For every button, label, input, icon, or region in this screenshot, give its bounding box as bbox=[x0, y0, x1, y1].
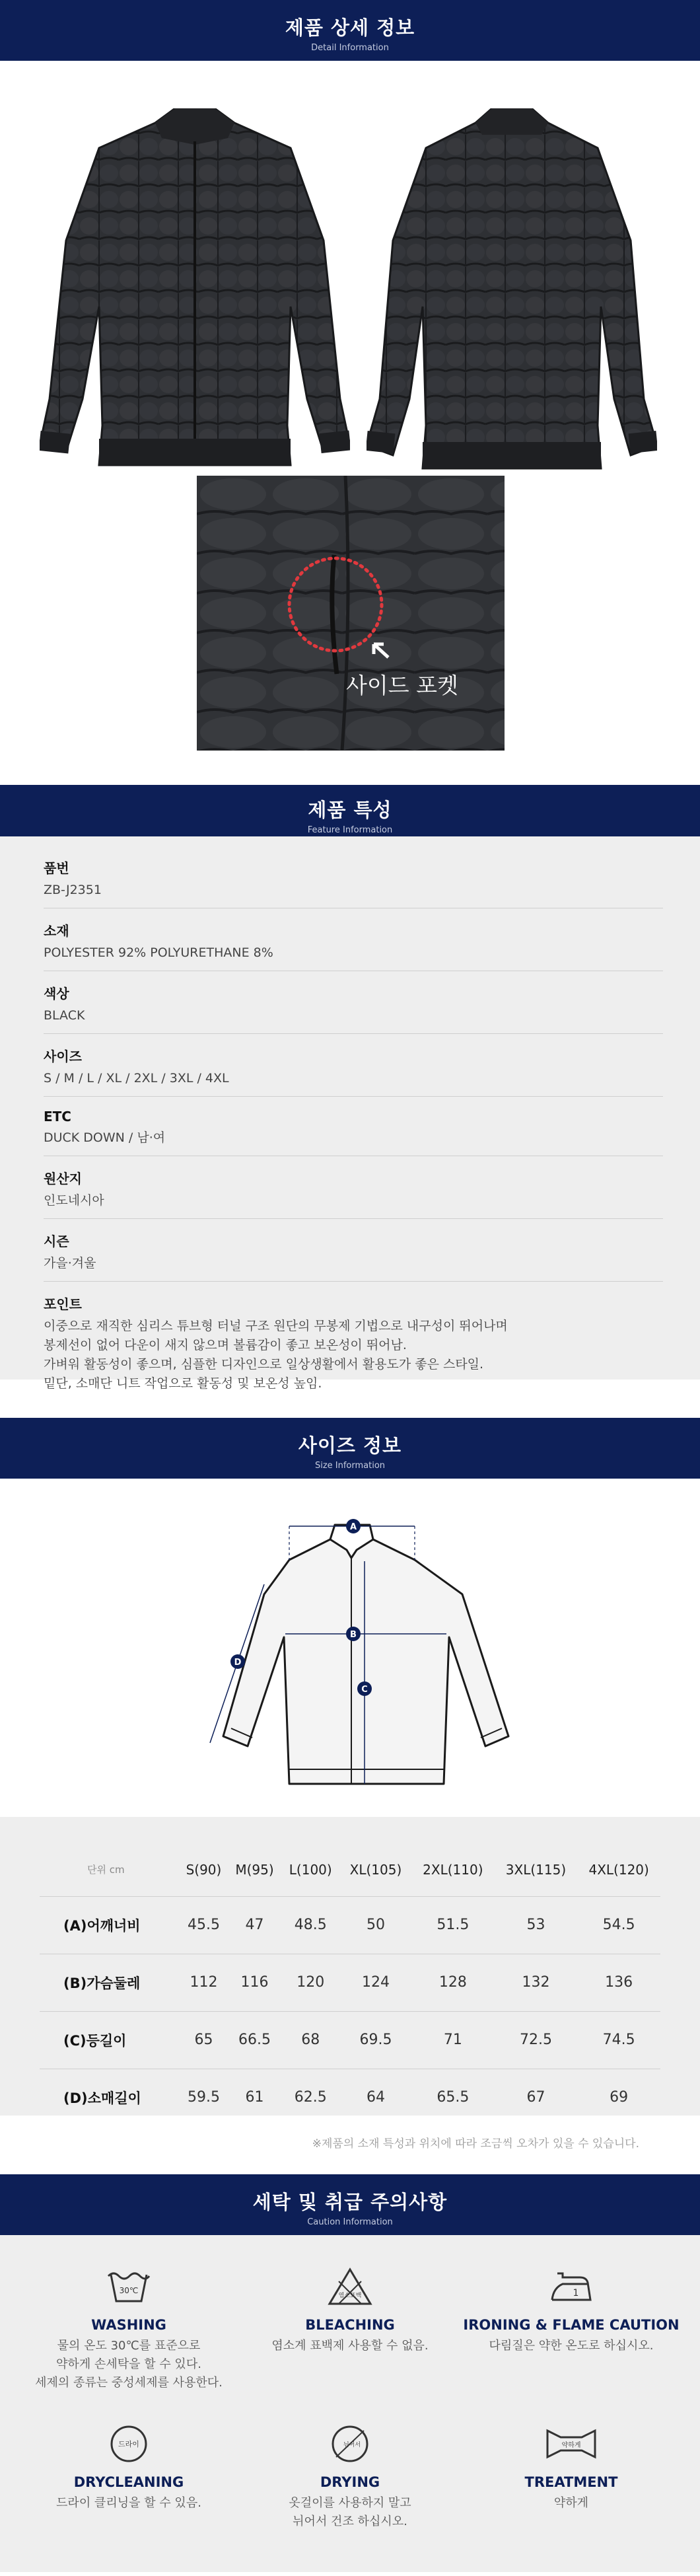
size-cell: 120 bbox=[281, 1954, 340, 2011]
size-cell: 53 bbox=[495, 1896, 578, 1954]
care-item-ironing bbox=[462, 2267, 680, 2355]
feature-value: 인도네시아 bbox=[44, 1193, 104, 1208]
size-col-header: XL(105) bbox=[349, 1861, 402, 1878]
care-item-title: DRYCLEANING bbox=[73, 2474, 184, 2490]
detail-header bbox=[0, 0, 700, 61]
svg-text:염소표백: 염소표백 bbox=[338, 2293, 362, 2299]
size-cell: 69.5 bbox=[340, 2011, 411, 2069]
feature-point-line: 봉제선이 없어 다운이 새지 않으며 볼륨감이 좋고 보온성이 뛰어남. bbox=[44, 1338, 407, 1352]
size-cell: 132 bbox=[495, 1954, 578, 2011]
feature-point-line: 가벼워 활동성이 좋으며, 심플한 디자인으로 일상생활에서 활용도가 좋은 스타일. bbox=[44, 1357, 484, 1372]
care-item-desc: 약하게 bbox=[553, 2496, 589, 2510]
size-cell: 45.5 bbox=[180, 1896, 228, 1954]
size-col-header: 3XL(115) bbox=[505, 1861, 567, 1878]
size-cell: 124 bbox=[340, 1954, 411, 2011]
svg-text:드라이: 드라이 bbox=[118, 2440, 139, 2448]
care-title: 세탁 및 취급 주의사항 bbox=[252, 2191, 448, 2213]
care-item-title: DRYING bbox=[320, 2474, 380, 2490]
feature-label: 시즌 bbox=[44, 1233, 69, 1249]
feature-value: ZB-J2351 bbox=[44, 883, 102, 897]
svg-text:30℃: 30℃ bbox=[119, 2286, 139, 2295]
size-cell: 50 bbox=[340, 1896, 411, 1954]
care-item-title: TREATMENT bbox=[524, 2474, 618, 2490]
size-cell: 48.5 bbox=[281, 1896, 340, 1954]
size-cell: 64 bbox=[340, 2069, 411, 2126]
care-item-bleaching bbox=[241, 2267, 459, 2355]
size-col-header: 4XL(120) bbox=[588, 1861, 649, 1878]
table-row bbox=[40, 1896, 660, 1954]
size-cell: 61 bbox=[228, 2069, 281, 2126]
care-item-treatment bbox=[462, 2424, 680, 2513]
size-subtitle: Size Information bbox=[314, 1461, 386, 1471]
feature-value: S / M / L / XL / 2XL / 3XL / 4XL bbox=[44, 1071, 229, 1086]
product-photos bbox=[0, 61, 700, 785]
marker-c-label: C bbox=[361, 1685, 368, 1695]
feature-label: ETC bbox=[44, 1109, 71, 1124]
feature-row-item-no bbox=[44, 851, 663, 908]
size-table-section bbox=[0, 1817, 700, 2116]
feature-list bbox=[0, 836, 700, 1391]
size-measure-diagram bbox=[0, 1479, 700, 1817]
size-col-header: 2XL(110) bbox=[423, 1861, 483, 1878]
care-item-desc: 뉘어서 건조 하십시오. bbox=[293, 2515, 407, 2528]
marker-b-label: B bbox=[350, 1630, 357, 1640]
care-header bbox=[0, 2174, 700, 2235]
jacket-outline-diagram bbox=[0, 1479, 700, 1817]
size-cell: 47 bbox=[228, 1896, 281, 1954]
care-item-title: BLEACHING bbox=[305, 2317, 395, 2333]
detail-subtitle: Detail Information bbox=[311, 43, 389, 53]
care-instructions bbox=[0, 2235, 700, 2572]
size-disclaimer: ※제품의 소재 특성과 위치에 따라 조금씩 오차가 있을 수 있습니다. bbox=[312, 2137, 639, 2151]
feature-value: 가을·겨울 bbox=[44, 1256, 96, 1270]
care-subtitle: Caution Information bbox=[307, 2217, 393, 2227]
feature-row-origin bbox=[44, 1156, 663, 1219]
marker-a-label: A bbox=[349, 1522, 357, 1532]
care-item-title: WASHING bbox=[91, 2317, 166, 2333]
size-cell: 116 bbox=[228, 1954, 281, 2011]
feature-label: 포인트 bbox=[44, 1296, 82, 1312]
size-row-label: (B)가슴둘레 bbox=[40, 1954, 180, 2011]
feature-label: 색상 bbox=[44, 986, 69, 1002]
feature-point-line: 밑단, 소매단 니트 작업으로 활동성 및 보온성 높임. bbox=[44, 1376, 322, 1391]
drying-icon bbox=[327, 2424, 373, 2464]
size-cell: 68 bbox=[281, 2011, 340, 2069]
washing-30-icon bbox=[106, 2267, 152, 2306]
size-cell: 51.5 bbox=[411, 1896, 495, 1954]
feature-label: 품번 bbox=[44, 860, 69, 876]
feature-value: DUCK DOWN / 남·여 bbox=[44, 1130, 166, 1145]
table-row bbox=[40, 2011, 660, 2069]
care-item-washing bbox=[20, 2267, 238, 2392]
size-cell: 128 bbox=[411, 1954, 495, 2011]
pocket-closeup-photo bbox=[197, 476, 505, 751]
pocket-label: 사이드 포켓 bbox=[346, 673, 458, 698]
care-item-drying bbox=[241, 2424, 459, 2531]
treatment-icon bbox=[545, 2424, 598, 2464]
feature-label: 소재 bbox=[44, 923, 69, 939]
size-title: 사이즈 정보 bbox=[298, 1434, 402, 1457]
size-cell: 66.5 bbox=[228, 2011, 281, 2069]
jacket-front-image bbox=[40, 108, 350, 492]
ironing-icon bbox=[548, 2267, 594, 2306]
size-cell: 112 bbox=[180, 1954, 228, 2011]
care-item-desc: 드라이 클리닝을 할 수 있음. bbox=[56, 2496, 201, 2510]
feature-row-etc bbox=[44, 1097, 663, 1156]
size-table bbox=[40, 1843, 660, 2126]
care-item-title: IRONING & FLAME CAUTION bbox=[463, 2317, 680, 2333]
feature-row-point bbox=[44, 1282, 663, 1401]
size-cell: 65 bbox=[180, 2011, 228, 2069]
size-header bbox=[0, 1418, 700, 1479]
feature-row-material bbox=[44, 908, 663, 971]
side-pocket-closeup-image bbox=[197, 476, 505, 751]
table-row bbox=[40, 1954, 660, 2011]
care-item-desc: 염소계 표백제 사용할 수 없음. bbox=[271, 2339, 429, 2353]
size-cell: 62.5 bbox=[281, 2069, 340, 2126]
feature-value: BLACK bbox=[44, 1008, 85, 1023]
size-cell: 72.5 bbox=[495, 2011, 578, 2069]
size-cell: 59.5 bbox=[180, 2069, 228, 2126]
care-item-desc: 약하게 손세탁을 할 수 있다. bbox=[56, 2357, 201, 2371]
size-unit-label: 단위 cm bbox=[87, 1864, 125, 1876]
size-col-header: M(95) bbox=[235, 1861, 274, 1878]
feature-row-size bbox=[44, 1034, 663, 1097]
size-row-label: (C)등길이 bbox=[40, 2011, 180, 2069]
size-cell: 71 bbox=[411, 2011, 495, 2069]
size-cell: 69 bbox=[577, 2069, 660, 2126]
size-row-label: (A)어깨너비 bbox=[40, 1896, 180, 1954]
size-cell: 67 bbox=[495, 2069, 578, 2126]
size-cell: 54.5 bbox=[577, 1896, 660, 1954]
feature-subtitle: Feature Information bbox=[307, 825, 393, 835]
feature-label: 사이즈 bbox=[44, 1049, 82, 1064]
size-cell: 74.5 bbox=[577, 2011, 660, 2069]
marker-d-label: D bbox=[234, 1658, 242, 1668]
drycleaning-icon bbox=[106, 2424, 152, 2464]
care-item-desc: 다림질은 약한 온도로 하십시오. bbox=[489, 2339, 654, 2353]
bleaching-icon bbox=[327, 2267, 373, 2306]
feature-row-season bbox=[44, 1219, 663, 1282]
feature-point-line: 이중으로 재직한 심리스 튜브형 터널 구조 원단의 무봉제 기법으로 내구성이 뛰어나며 bbox=[44, 1319, 508, 1333]
care-item-drycleaning bbox=[20, 2424, 238, 2513]
size-cell: 65.5 bbox=[411, 2069, 495, 2126]
size-cell: 136 bbox=[577, 1954, 660, 2011]
svg-text:약하게: 약하게 bbox=[561, 2442, 581, 2449]
size-row-label: (D)소매길이 bbox=[40, 2069, 180, 2126]
svg-text:뉘어서: 뉘어서 bbox=[343, 2442, 361, 2448]
feature-row-color bbox=[44, 971, 663, 1034]
care-item-desc: 물의 온도 30℃를 표준으로 bbox=[57, 2339, 201, 2353]
feature-title: 제품 특성 bbox=[308, 799, 392, 821]
feature-header bbox=[0, 785, 700, 836]
size-col-header: S(90) bbox=[186, 1861, 222, 1878]
jacket-back-image bbox=[367, 108, 657, 492]
svg-text:1: 1 bbox=[573, 2288, 579, 2299]
feature-label: 원산지 bbox=[44, 1171, 82, 1187]
feature-value: POLYESTER 92% POLYURETHANE 8% bbox=[44, 945, 273, 960]
care-item-desc: 옷걸이를 사용하지 말고 bbox=[289, 2496, 411, 2510]
detail-title: 제품 상세 정보 bbox=[285, 17, 415, 39]
size-table-header-row bbox=[40, 1843, 660, 1896]
care-item-desc: 세제의 종류는 중성세제를 사용한다. bbox=[35, 2376, 223, 2390]
size-col-header: L(100) bbox=[289, 1861, 332, 1878]
